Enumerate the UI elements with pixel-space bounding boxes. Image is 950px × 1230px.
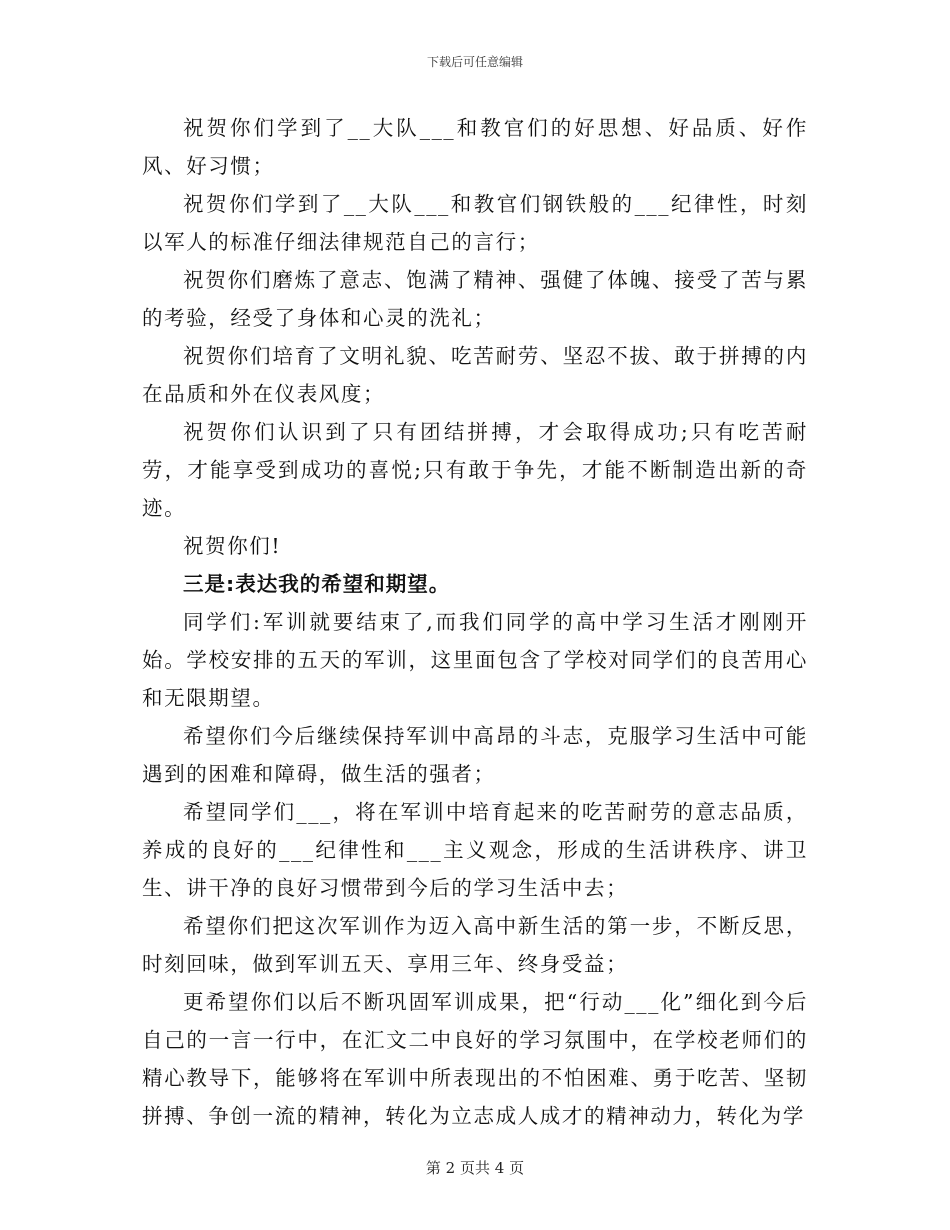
page-header: 下载后可任意编辑 (426, 55, 523, 69)
section-heading: 三是:表达我的希望和期望。 (183, 572, 451, 596)
document-body (142, 109, 808, 1135)
paragraph-congrats-unity: 祝贺你们认识到了只有团结拼搏，才会取得成功;只有吃苦耐劳，才能享受到成功的喜悦;只有敢于争先，才能不断制造出新的奇迹。 (142, 420, 808, 520)
paragraph-hope-spirit: 希望你们今后继续保持军训中高昂的斗志，克服学习生活中可能遇到的困难和障碍，做生活的强者； (142, 724, 808, 786)
paragraph-students-intro: 同学们:军训就要结束了,而我们同学的高中学习生活才刚刚开始。学校安排的五天的军训，这里面包含了学校对同学们的良苦用心和无限期望。 (142, 610, 808, 710)
paragraph-hope-consolidate: 更希望你们以后不断巩固军训成果，把“行动___化”细化到今后自己的一言一行中，在汇文二中良好的学习氛围中，在学校老师们的精心教导下，能够将在军训中所表现出的不怕困难、勇于吃苦、坚韧拼搏、争创一流的精神，转化为立志成人成才的精神动力，转化为学 (142, 990, 808, 1128)
paragraph-congrats-thoughts: 祝贺你们学到了__大队___和教官们的好思想、好品质、好作风、好习惯； (142, 116, 808, 178)
paragraph-congrats-short: 祝贺你们! (183, 534, 282, 558)
paragraph-hope-habits: 希望同学们___，将在军训中培育起来的吃苦耐劳的意志品质，养成的良好的___纪律性和___主义观念，形成的生活讲秩序、讲卫生、讲干净的良好习惯带到今后的学习生活中去； (142, 800, 808, 900)
page-number: 第 2 页共 4 页 (425, 1159, 525, 1177)
paragraph-hope-first-step: 希望你们把这次军训作为迈入高中新生活的第一步，不断反思，时刻回味，做到军训五天、享用三年、终身受益； (142, 914, 808, 976)
paragraph-congrats-will: 祝贺你们磨炼了意志、饱满了精神、强健了体魄、接受了苦与累的考验，经受了身体和心灵的洗礼； (142, 268, 808, 330)
paragraph-congrats-manners: 祝贺你们培育了文明礼貌、吃苦耐劳、坚忍不拔、敢于拼搏的内在品质和外在仪表风度； (142, 344, 808, 406)
paragraph-congrats-discipline: 祝贺你们学到了__大队___和教官们钢铁般的___纪律性，时刻以军人的标准仔细法律规范自己的言行； (142, 192, 808, 254)
